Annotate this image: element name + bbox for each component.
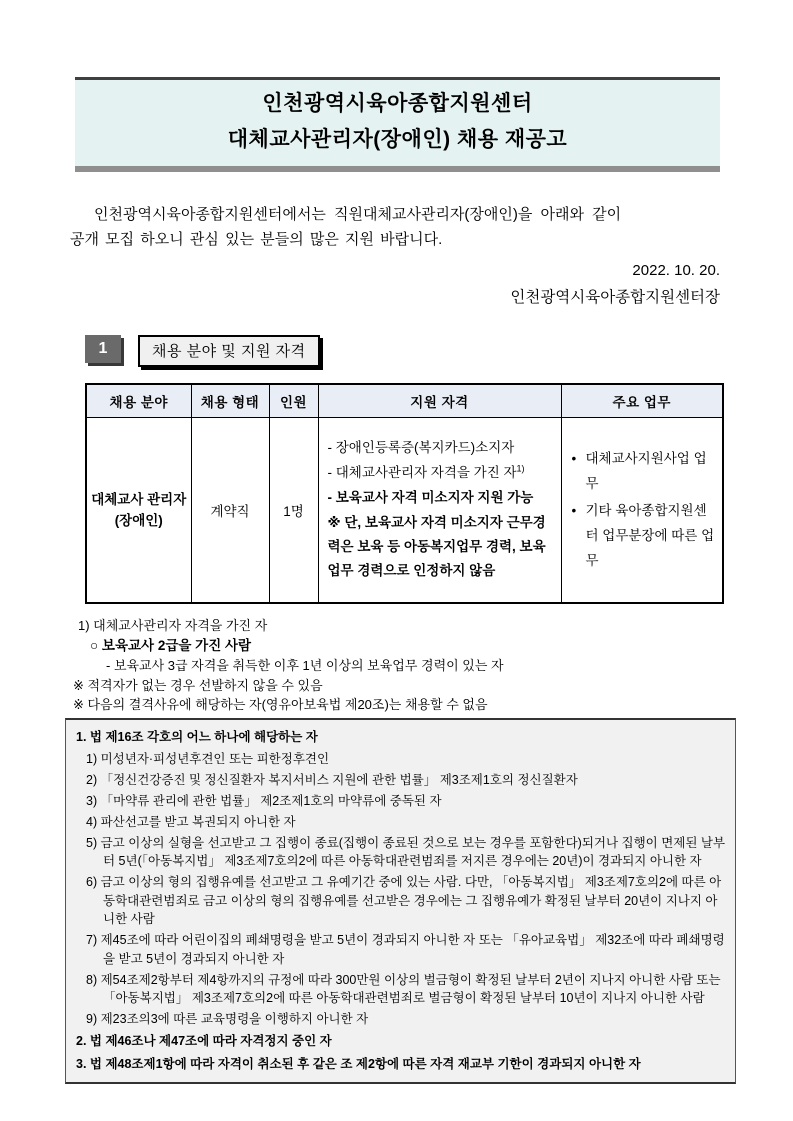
legal-item: 3. 법 제48조제1항에 따라 자격이 취소된 후 같은 조 제2항에 따른 자격 재교부 기한이 경과되지 아니한 자 <box>76 1056 641 1071</box>
header-type: 채용 형태 <box>191 384 269 418</box>
header-qualification: 지원 자격 <box>318 384 561 418</box>
qualifications-cell <box>318 418 561 603</box>
footnote-marker: 1) <box>516 463 525 474</box>
qualification-text: - 대체교사관리자 자격을 가진 자 <box>327 465 517 481</box>
field-cell <box>86 418 191 603</box>
bullet-icon: • <box>571 503 577 519</box>
legal-item: 2) 「정신건강증진 및 정신질환자 복지서비스 지원에 관한 법률」 제3조제1호의 정신질환자 <box>86 772 578 787</box>
legal-item: 1. 법 제16조 각호의 어느 하나에 해당하는 자 <box>76 730 318 744</box>
footnotes <box>73 616 733 715</box>
legal-item: 9) 제23조의3에 따른 교육명령을 이행하지 아니한 자 <box>86 1012 369 1026</box>
legal-item: 6) 금고 이상의 형의 집행유예를 선고받고 그 유예기간 중에 있는 사람. 다만, 「아동복지법」 제3조제7호의2에 따른 아동학대관련범죄로 금고 이상의 형의 집행유예를 선고받은 경우에는 그 집행유예가 확정된 날부터 20년이 지나지 아니한 사람 <box>86 875 722 926</box>
legal-item: 7) 제45조에 따라 어린이집의 폐쇄명령을 받고 5년이 경과되지 아니한 자 또는 「유아교육법」 제32조에 따라 폐쇄명령을 받고 5년이 경과되지 아니한 자 <box>86 933 725 966</box>
legal-item: 4) 파산선고를 받고 복권되지 아니한 자 <box>86 814 296 829</box>
duty-item <box>572 446 717 496</box>
legal-item: 3) 「마약류 관리에 관한 법률」 제2조제1호의 마약류에 중독된 자 <box>86 793 442 808</box>
legal-item: 1) 미성년자·피성년후견인 또는 피한정후견인 <box>86 751 330 766</box>
table-header-row <box>86 384 723 418</box>
legal-item: 5) 금고 이상의 실형을 선고받고 그 집행이 종료(집행이 종료된 것으로 보는 경우를 포함한다)되거나 집행이 면제된 날부터 5년(「아동복지법」 제3조제7호의2에 따른 아동학대관련범죄를 저지른 경우에는 20년)이 경과되지 아니한 자 <box>86 835 726 868</box>
announcement-date: 2022. 10. 20. <box>632 262 720 279</box>
qualification-item: - 장애인등록증(복지카드)소지자 <box>327 440 515 456</box>
note-item: 1) 대체교사관리자 자격을 가진 자 <box>78 617 268 633</box>
disqualification-box <box>65 718 736 1085</box>
section-1-header <box>85 335 793 367</box>
intro-line-1: 인천광역시육아종합지원센터에서는 직원대체교사관리자(장애인)을 아래와 같이 <box>94 206 622 223</box>
duty-text: 기타 육아종합지원센터 업무분장에 따른 업무 <box>585 503 715 569</box>
section-number-badge: 1 <box>85 335 121 363</box>
note-item: - 보육교사 3급 자격을 취득한 이후 1년 이상의 보육업무 경력이 있는 자 <box>106 658 504 673</box>
signature: 인천광역시육아종합지원센터장 <box>510 289 720 306</box>
legal-item: 2. 법 제46조나 제47조에 따라 자격정지 중인 자 <box>76 1034 332 1048</box>
bullet-icon: • <box>571 451 577 467</box>
qualification-item: - 보육교사 자격 미소지자 지원 가능 <box>327 490 534 506</box>
legal-item: 8) 제54조제2항부터 제4항까지의 규정에 따라 300만원 이상의 벌금형이 확정된 날부터 2년이 지나지 아니한 사람 또는 「아동복지법」 제3조제7호의2에 따른 아동학대관련범죄로 벌금형이 확정된 날부터 10년이 지나지 아니한 사람 <box>86 972 721 1005</box>
note-item: ○ 보육교사 2급을 가진 사람 <box>90 638 252 653</box>
duty-item <box>572 498 717 573</box>
title-line-1: 인천광역시육아종합지원센터 <box>262 92 533 115</box>
title-line-2: 대체교사관리자(장애인) 채용 재공고 <box>227 128 568 151</box>
field-line-2: (장애인) <box>114 512 163 528</box>
table-row <box>86 418 723 603</box>
employment-type-cell: 계약직 <box>191 418 269 603</box>
header-count: 인원 <box>269 384 318 418</box>
headcount-cell: 1명 <box>269 418 318 603</box>
intro-line-2: 공개 모집 하오니 관심 있는 분들의 많은 지원 바랍니다. <box>70 231 443 248</box>
qualification-item: ※ 단, 보육교사 자격 미소지자 근무경력은 보육 등 아동복지업무 경력, 보육업무 경력으로 인정하지 않음 <box>327 515 546 579</box>
note-item: ※ 적격자가 없는 경우 선발하지 않을 수 있음 <box>73 677 323 693</box>
note-item: ※ 다음의 결격사유에 해당하는 자(영유아보육법 제20조)는 채용할 수 없음 <box>73 697 488 712</box>
header-duty: 주요 업무 <box>561 384 723 418</box>
title-banner <box>75 77 720 172</box>
field-line-1: 대체교사 관리자 <box>91 491 187 507</box>
qualification-item <box>328 461 553 485</box>
recruitment-table <box>85 383 724 604</box>
intro-paragraph <box>70 202 721 252</box>
header-field: 채용 분야 <box>86 384 191 418</box>
section-title: 채용 분야 및 지원 자격 <box>138 335 320 367</box>
duty-text: 대체교사지원사업 업무 <box>585 451 707 492</box>
duties-cell <box>561 418 723 603</box>
